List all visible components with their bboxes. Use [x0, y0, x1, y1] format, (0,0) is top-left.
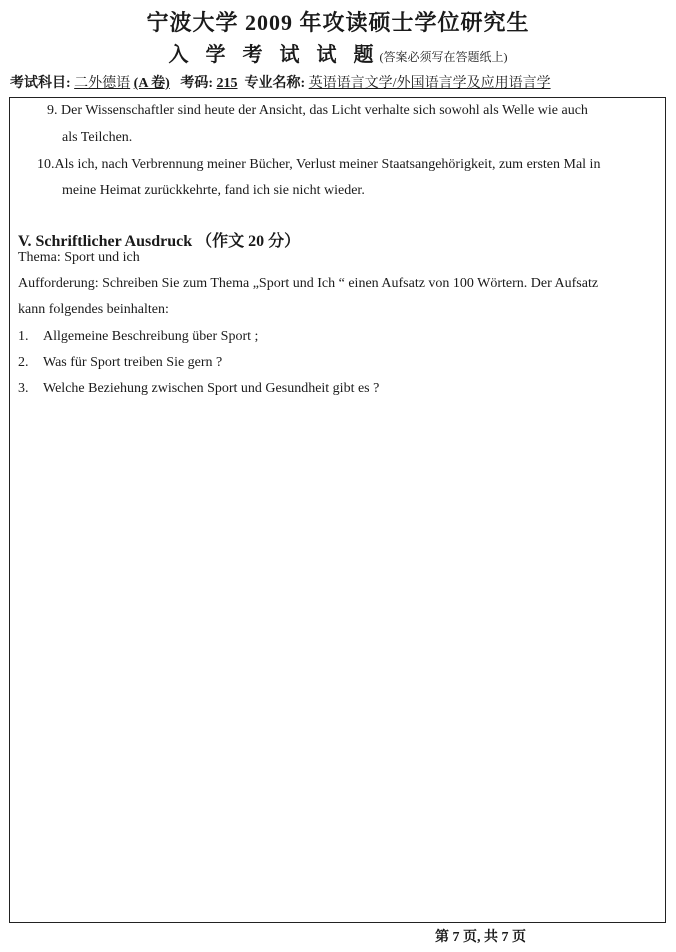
item-10-line2: meine Heimat zurückkehrte, fand ich sie nicht wieder.	[62, 183, 365, 198]
list-item	[18, 355, 223, 371]
list-text: Allgemeine Beschreibung über Sport ;	[43, 329, 259, 344]
exam-subtitle-text: 入 学 考 试 试 题	[168, 44, 380, 66]
list-text: Welche Beziehung zwischen Sport und Gesundheit gibt es ?	[43, 381, 380, 396]
subject-label: 考试科目:	[10, 76, 71, 91]
list-number: 1.	[18, 329, 29, 344]
page-number: 第 7 页, 共 7 页	[435, 930, 526, 945]
section-title: V. Schriftlicher Ausdruck	[18, 233, 193, 250]
code-value: 215	[216, 76, 238, 91]
exam-subtitle	[0, 38, 676, 67]
subject-value: 二外德语	[74, 76, 131, 91]
list-item	[18, 381, 380, 397]
list-item	[18, 329, 259, 345]
code-label: 考码:	[180, 76, 214, 91]
major-value: 英语语言文学/外国语言学及应用语言学	[308, 76, 551, 91]
list-number: 2.	[18, 355, 29, 370]
exam-info-line	[10, 72, 670, 92]
list-text: Was für Sport treiben Sie gern ?	[43, 355, 223, 370]
exam-title: 宁波大学 2009 年攻读硕士学位研究生	[146, 10, 530, 35]
item-10-line1: 10.Als ich, nach Verbrennung meiner Bücher, Verlust meiner Staatsangehörigkeit, zum ersten Mal in	[37, 157, 601, 172]
list-number: 3.	[18, 381, 29, 396]
answer-note: (答案必须写在答题纸上)	[379, 50, 508, 64]
aufforderung-line2: kann folgendes beinhalten:	[18, 302, 169, 317]
section-heading	[18, 228, 300, 251]
thema-line: Thema: Sport und ich	[18, 250, 140, 265]
aufforderung-line1: Aufforderung: Schreiben Sie zum Thema „Sport und Ich “ einen Aufsatz von 100 Wörtern. Der Aufsatz	[18, 276, 599, 291]
section-score: （作文 20 分）	[196, 233, 301, 250]
answer-frame	[9, 97, 666, 923]
paper-version: (A 卷)	[133, 76, 170, 91]
item-9-line1: 9. Der Wissenschaftler sind heute der Ansicht, das Licht verhalte sich sowohl als Welle wie auch	[47, 103, 588, 118]
major-label: 专业名称:	[244, 76, 306, 91]
item-9-line2: als Teilchen.	[62, 130, 133, 145]
